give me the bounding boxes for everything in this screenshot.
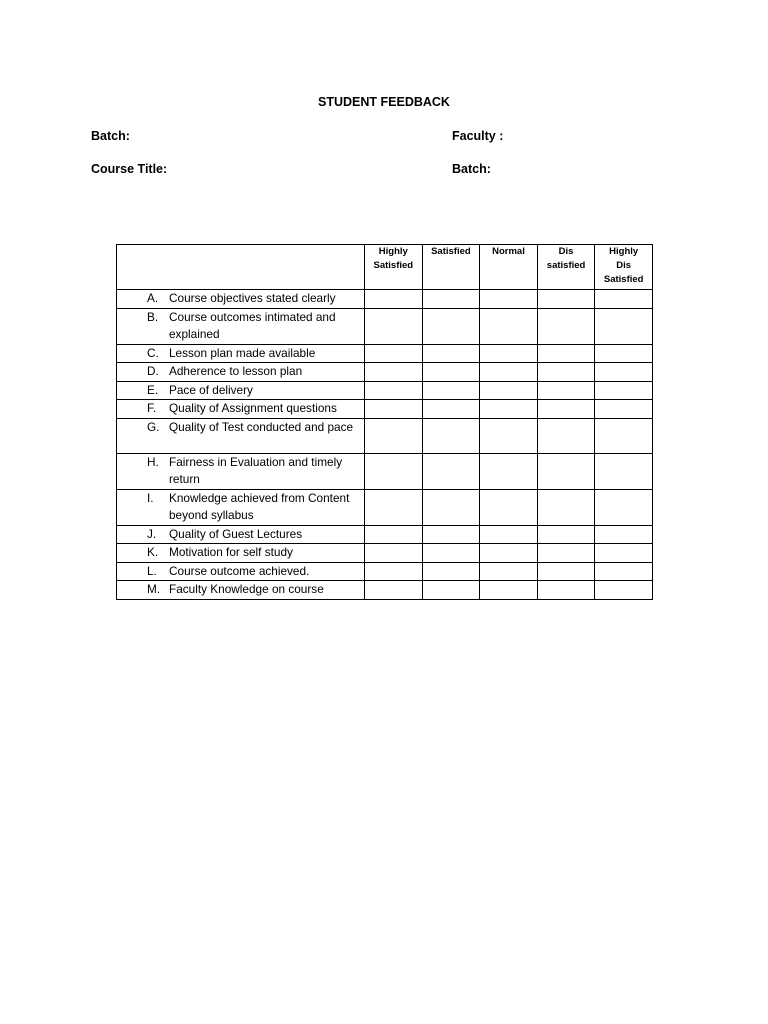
criterion-text: Motivation for self study [169,545,293,559]
rating-cell-dissatisfied[interactable] [537,562,595,581]
criterion-cell [117,363,365,382]
rating-cell-highly-dissatisfied[interactable] [595,453,653,489]
criterion-text: Quality of Assignment questions [169,401,337,415]
feedback-table [116,244,653,600]
faculty-label: Faculty : [452,129,504,143]
table-row [117,381,653,400]
header-label: Highly Dis Satisfied [603,246,644,285]
header-label: Satisfied [431,246,471,257]
header-highly-dissatisfied [595,245,653,290]
header-criteria [117,245,365,290]
rating-cell-satisfied[interactable] [422,525,480,544]
criterion-letter: D. [147,364,159,378]
rating-cell-dissatisfied[interactable] [537,418,595,453]
criterion-letter: G. [147,419,160,434]
criterion-text: Knowledge achieved from Content beyond syllabus [169,490,350,522]
rating-cell-highly-satisfied[interactable] [365,453,423,489]
rating-cell-highly-satisfied[interactable] [365,290,423,309]
criterion-letter: E. [147,382,159,397]
table-row [117,453,653,489]
rating-cell-normal[interactable] [480,453,538,489]
criterion-letter: F. [147,401,157,415]
criterion-letter: H. [147,454,159,469]
criterion-cell [117,581,365,600]
criterion-text: Quality of Guest Lectures [169,526,303,541]
rating-cell-dissatisfied[interactable] [537,400,595,419]
header-row [117,245,653,290]
rating-cell-normal[interactable] [480,489,538,525]
rating-cell-satisfied[interactable] [422,363,480,382]
criterion-text: Lesson plan made available [169,345,316,360]
rating-cell-highly-satisfied[interactable] [365,363,423,382]
criterion-letter: C. [147,345,159,360]
table-row [117,400,653,419]
rating-cell-normal[interactable] [480,290,538,309]
criterion-text: Course outcomes intimated and explained [169,309,336,341]
rating-cell-normal[interactable] [480,581,538,600]
rating-cell-highly-dissatisfied[interactable] [595,400,653,419]
rating-cell-highly-dissatisfied[interactable] [595,562,653,581]
rating-cell-highly-satisfied[interactable] [365,344,423,363]
criterion-cell [117,453,365,489]
rating-cell-satisfied[interactable] [422,489,480,525]
criterion-letter: I. [147,490,154,505]
rating-cell-satisfied[interactable] [422,400,480,419]
criterion-letter: J. [147,526,157,541]
criterion-text: Fairness in Evaluation and timely return [169,454,343,486]
header-label: Dis satisfied [546,246,586,271]
rating-cell-satisfied[interactable] [422,308,480,344]
rating-cell-highly-satisfied[interactable] [365,418,423,453]
rating-cell-normal[interactable] [480,418,538,453]
header-highly-satisfied [365,245,423,290]
rating-cell-normal[interactable] [480,344,538,363]
rating-cell-dissatisfied[interactable] [537,344,595,363]
header-satisfied [422,245,480,290]
course-title-label: Course Title: [91,162,168,176]
batch-label-right: Batch: [452,162,491,176]
criterion-text: Quality of Test conducted and pace [169,419,354,434]
rating-cell-dissatisfied[interactable] [537,308,595,344]
rating-cell-normal[interactable] [480,525,538,544]
rating-cell-highly-satisfied[interactable] [365,381,423,400]
table-row [117,525,653,544]
criterion-cell [117,308,365,344]
criterion-cell [117,562,365,581]
rating-cell-normal[interactable] [480,400,538,419]
rating-cell-highly-satisfied[interactable] [365,308,423,344]
criterion-letter: B. [147,309,159,324]
table-row [117,581,653,600]
header-label: Normal [492,246,525,257]
table-row [117,544,653,563]
header-label: Highly Satisfied [373,246,414,271]
rating-cell-normal[interactable] [480,381,538,400]
criterion-cell [117,290,365,309]
page-title: STUDENT FEEDBACK [318,95,450,109]
table-row [117,562,653,581]
rating-cell-highly-dissatisfied[interactable] [595,381,653,400]
criterion-text: Course outcome achieved. [169,563,310,578]
rating-cell-highly-satisfied[interactable] [365,489,423,525]
rating-cell-normal[interactable] [480,363,538,382]
batch-label: Batch: [91,129,130,143]
rating-cell-normal[interactable] [480,308,538,344]
rating-cell-satisfied[interactable] [422,290,480,309]
criterion-cell [117,544,365,563]
rating-cell-highly-dissatisfied[interactable] [595,544,653,563]
rating-cell-satisfied[interactable] [422,381,480,400]
rating-cell-satisfied[interactable] [422,344,480,363]
criterion-cell [117,489,365,525]
rating-cell-dissatisfied[interactable] [537,581,595,600]
criterion-cell [117,525,365,544]
header-normal [480,245,538,290]
rating-cell-satisfied[interactable] [422,581,480,600]
criterion-cell [117,344,365,363]
rating-cell-highly-satisfied[interactable] [365,581,423,600]
rating-cell-dissatisfied[interactable] [537,544,595,563]
rating-cell-dissatisfied[interactable] [537,290,595,309]
rating-cell-highly-dissatisfied[interactable] [595,344,653,363]
criterion-cell [117,381,365,400]
criterion-text: Pace of delivery [169,382,253,397]
table-row [117,290,653,309]
criterion-text: Course objectives stated clearly [169,291,336,305]
criterion-letter: L. [147,563,157,578]
rating-cell-satisfied[interactable] [422,418,480,453]
table-row [117,308,653,344]
criterion-letter: M. [147,582,161,596]
rating-cell-satisfied[interactable] [422,544,480,563]
rating-cell-highly-satisfied[interactable] [365,562,423,581]
criterion-text: Faculty Knowledge on course [169,582,324,596]
rating-cell-highly-satisfied[interactable] [365,525,423,544]
criterion-cell [117,400,365,419]
table-row [117,489,653,525]
rating-cell-highly-satisfied[interactable] [365,544,423,563]
rating-cell-highly-dissatisfied[interactable] [595,581,653,600]
table-row [117,418,653,453]
rating-cell-highly-satisfied[interactable] [365,400,423,419]
rating-cell-dissatisfied[interactable] [537,453,595,489]
header-dissatisfied [537,245,595,290]
table-row [117,344,653,363]
rating-cell-highly-dissatisfied[interactable] [595,418,653,453]
rating-cell-highly-dissatisfied[interactable] [595,489,653,525]
criterion-text: Adherence to lesson plan [169,364,303,378]
table-row [117,363,653,382]
rating-cell-dissatisfied[interactable] [537,381,595,400]
rating-cell-dissatisfied[interactable] [537,489,595,525]
criterion-letter: A. [147,291,159,305]
rating-cell-satisfied[interactable] [422,453,480,489]
rating-cell-normal[interactable] [480,562,538,581]
criterion-letter: K. [147,545,159,559]
rating-cell-highly-dissatisfied[interactable] [595,363,653,382]
rating-cell-highly-dissatisfied[interactable] [595,308,653,344]
rating-cell-dissatisfied[interactable] [537,525,595,544]
rating-cell-highly-dissatisfied[interactable] [595,525,653,544]
rating-cell-normal[interactable] [480,544,538,563]
criterion-cell [117,418,365,453]
rating-cell-highly-dissatisfied[interactable] [595,290,653,309]
rating-cell-dissatisfied[interactable] [537,363,595,382]
rating-cell-satisfied[interactable] [422,562,480,581]
